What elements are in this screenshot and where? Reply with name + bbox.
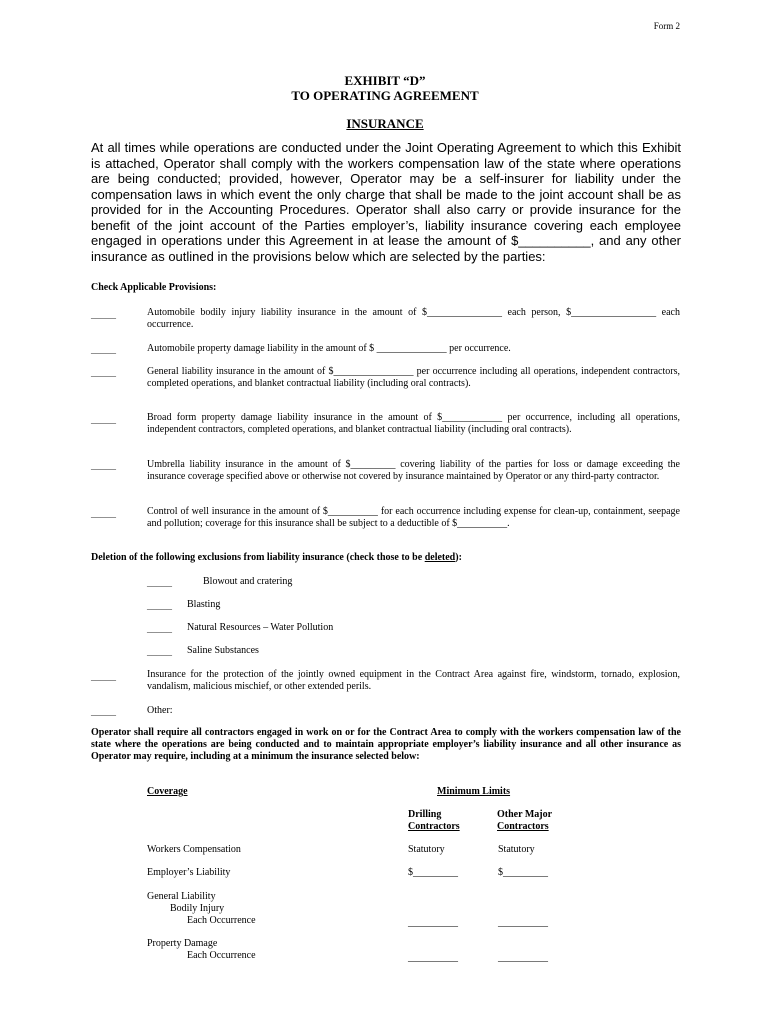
minimum-limits-header: Minimum Limits [437, 786, 511, 797]
provision-blank[interactable]: _____ [91, 414, 116, 425]
deletion-heading-text: Deletion of the following exclusions from liability insurance (check those to be [91, 552, 425, 563]
row-property-each-occurrence: Each Occurrence [187, 950, 256, 961]
exclusion-blank[interactable]: _____ [147, 646, 172, 657]
row-property-damage: Property Damage [147, 938, 218, 949]
provision-control-of-well: Control of well insurance in the amount of $__________ for each occurrence including expense for clean-up, containment, seepage and pollution; coverage for this insurance shall be subject to a deductible of $__________. [147, 506, 680, 529]
property-other-field[interactable]: __________ [498, 952, 548, 963]
exclusion-natural-resources: Natural Resources – Water Pollution [187, 622, 334, 633]
provision-auto-bodily: Automobile bodily injury liability insurance in the amount of $_______________ each person, $_________________ each occurrence. [147, 307, 680, 330]
provision-equipment: Insurance for the protection of the jointly owned equipment in the Contract Area against fire, windstorm, tornado, explosion, vandalism, malicious mischief, or other extended perils. [147, 669, 680, 692]
row-bodily-injury: Bodily Injury [170, 903, 225, 914]
provision-blank[interactable]: _____ [91, 344, 116, 355]
exclusion-blasting: Blasting [187, 599, 221, 610]
provision-blank[interactable]: _____ [91, 367, 116, 378]
form-number: Form 2 [653, 21, 680, 31]
workers-comp-drilling: Statutory [408, 844, 445, 855]
row-general-each-occurrence: Each Occurrence [187, 915, 256, 926]
intro-paragraph: At all times while operations are conducted under the Joint Operating Agreement to which this Exhibit is attached, Operator shall comply with the workers compensation law of the state where operations are being conducted; provided, however, Operator may be a self-insurer for liability under the compensation laws in which event the only charge that shall be made to the joint account shall be as provided for in the Accounting Procedures. Operator shall also carry or provide insurance for the benefit of the joint account of the Parties employer’s, liability insurance covering each employee engaged in operations under this Agreement in at lease the amount of $__________, and any other insurance as outlined in the provisions below which are selected by the parties: [91, 140, 681, 264]
row-workers-comp: Workers Compensation [147, 844, 241, 855]
provision-blank[interactable]: _____ [91, 309, 116, 320]
provision-blank[interactable]: _____ [91, 508, 116, 519]
other-contractors-header: Contractors [497, 821, 549, 832]
property-drilling-field[interactable]: __________ [408, 952, 458, 963]
employers-other-field[interactable]: $_________ [498, 867, 548, 878]
provision-general-liability: General liability insurance in the amount of $________________ per occurrence including all operations, independent contractors, completed operations, and blanket contractual liability (including oral contracts). [147, 366, 680, 389]
exclusion-blowout: Blowout and cratering [203, 576, 293, 587]
deletion-heading-end: ): [455, 552, 462, 563]
provision-blank[interactable]: _____ [91, 706, 116, 717]
exclusion-blank[interactable]: _____ [147, 577, 172, 588]
exhibit-title: EXHIBIT “D” [344, 73, 426, 88]
deletion-heading-deleted: deleted [424, 552, 456, 563]
deletion-heading [91, 552, 462, 563]
agreement-title: TO OPERATING AGREEMENT [291, 88, 479, 103]
provision-umbrella: Umbrella liability insurance in the amount of $_________ covering liability of the parties for loss or damage exceeding the insurance coverage specified above or otherwise not covered by insurance maintained by Operator or any third-party contractor. [147, 459, 680, 482]
employers-drilling-field[interactable]: $_________ [408, 867, 458, 878]
workers-comp-other: Statutory [498, 844, 535, 855]
insurance-heading: INSURANCE [346, 116, 424, 131]
drilling-header: Drilling [408, 809, 442, 820]
general-drilling-field[interactable]: __________ [408, 917, 458, 928]
provision-broad-form: Broad form property damage liability insurance in the amount of $____________ per occurrence, including all operations, independent contractors, completed operations, and blanket contractual liability (including oral contracts). [147, 412, 680, 435]
row-general-liability: General Liability [147, 891, 216, 902]
general-other-field[interactable]: __________ [498, 917, 548, 928]
other-major-header: Other Major [497, 809, 553, 820]
provision-blank[interactable]: _____ [91, 671, 116, 682]
check-provisions-heading: Check Applicable Provisions: [91, 282, 217, 293]
exclusion-blank[interactable]: _____ [147, 623, 172, 634]
operator-paragraph: Operator shall require all contractors engaged in work on or for the Contract Area to comply with the workers compensation law of the state where the operations are being conducted and to maintain appropriate employer’s liability insurance and all other insurance as Operator may require, including at a minimum the insurance selected below: [91, 727, 681, 762]
coverage-header: Coverage [147, 786, 188, 797]
provision-other: Other: [147, 705, 173, 716]
exclusion-saline: Saline Substances [187, 645, 259, 656]
row-employers-liability: Employer’s Liability [147, 867, 231, 878]
provision-auto-property: Automobile property damage liability in the amount of $ ______________ per occurrence. [147, 343, 511, 354]
provision-blank[interactable]: _____ [91, 460, 116, 471]
exclusion-blank[interactable]: _____ [147, 600, 172, 611]
drilling-contractors-header: Contractors [408, 821, 460, 832]
